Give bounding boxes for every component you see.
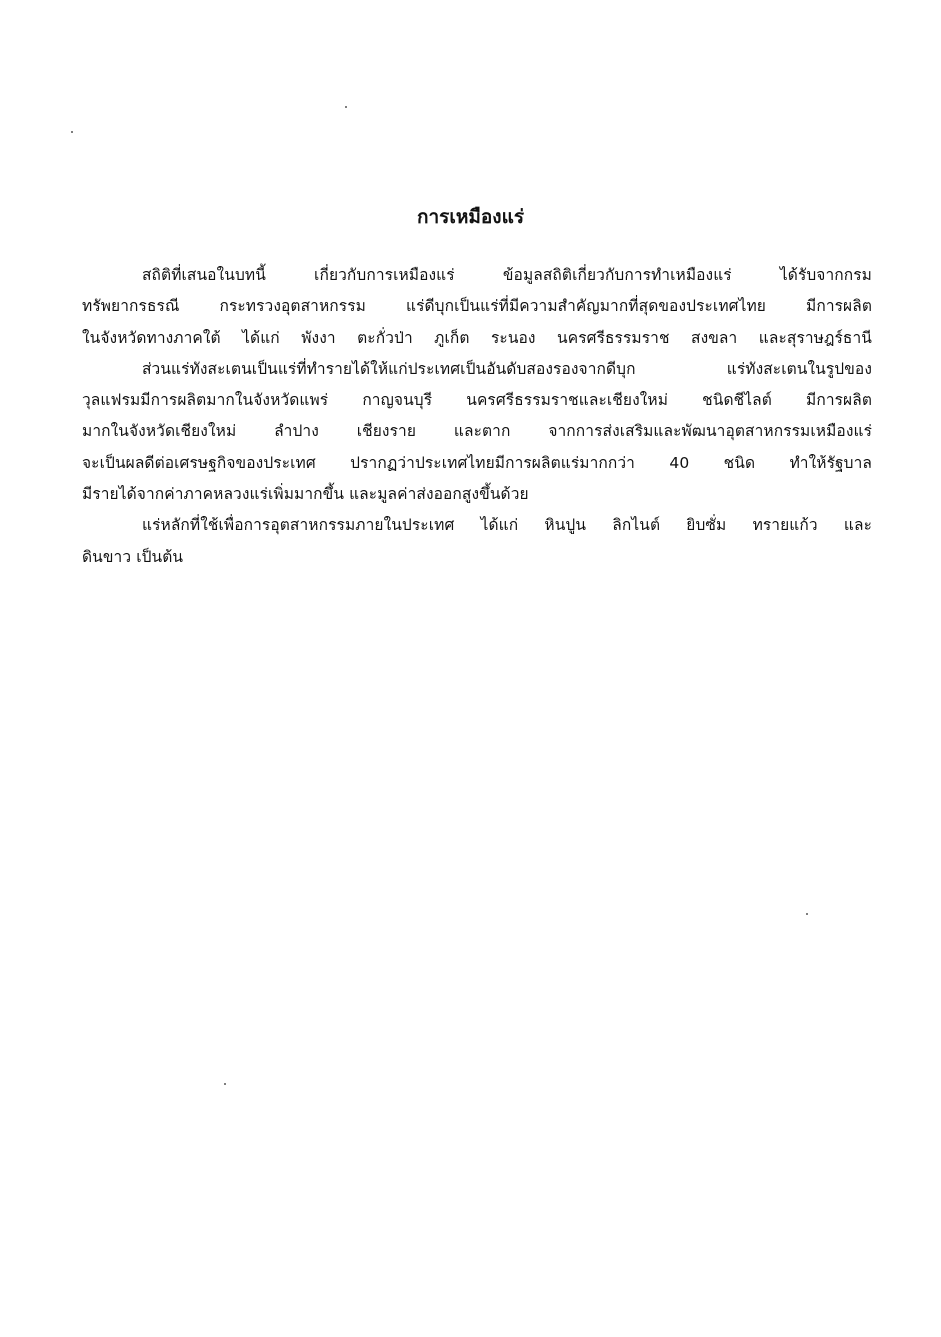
paragraph-line: วุลแฟรมมีการผลิตมากในจังหวัดแพร่ กาญจนบุรี นครศรีธรรมราชและเชียงใหม่ ชนิดชีไลต์ มีการผลิต: [82, 391, 872, 410]
paragraph-line: ในจังหวัดทางภาคใต้ ได้แก่ พังงา ตะกั่วป่า ภูเก็ต ระนอง นครศรีธรรมราช สงขลา และสุราษฎร์ธานี: [82, 328, 872, 347]
scan-speck: [224, 1083, 226, 1085]
document-title: การเหมืองแร่: [416, 206, 525, 228]
scan-speck: [345, 106, 347, 108]
paragraph-line: ทรัพยากรธรณี กระทรวงอุตสาหกรรม แร่ดีบุกเป็นแร่ที่มีความสำคัญมากที่สุดของประเทศไทย มีการผลิต: [82, 297, 872, 316]
paragraph-line: ส่วนแร่ทังสะเตนเป็นแร่ที่ทำรายได้ให้แก่ประเทศเป็นอันดับสองรองจากดีบุก แร่ทังสะเตนในรูปของ: [142, 359, 872, 378]
scan-speck: [806, 913, 808, 915]
paragraph-tungsten: [82, 354, 872, 510]
paragraph-line: สถิติที่เสนอในบทนี้ เกี่ยวกับการเหมืองแร่ ข้อมูลสถิติเกี่ยวกับการทำเหมืองแร่ ได้รับจากกรม: [142, 266, 872, 284]
scan-speck: [71, 131, 73, 133]
paragraph-industrial-minerals: [82, 510, 872, 573]
paragraph-line: แร่หลักที่ใช้เพื่อการอุตสาหกรรมภายในประเทศ ได้แก่ หินปูน ลิกไนต์ ยิบซั่ม ทรายแก้ว และ: [142, 516, 872, 535]
document-body: [82, 260, 872, 573]
paragraph-line: จะเป็นผลดีต่อเศรษฐกิจของประเทศ ปรากฏว่าประเทศไทยมีการผลิตแร่มากกว่า 40 ชนิด ทำให้รัฐบาล: [82, 453, 872, 472]
paragraph-line: ดินขาว เป็นต้น: [82, 547, 184, 566]
paragraph-line: มีรายได้จากค่าภาคหลวงแร่เพิ่มมากขึ้น และมูลค่าส่งออกสูงขึ้นด้วย: [82, 485, 529, 504]
paragraph-tin-mining: [82, 260, 872, 354]
paragraph-line: มากในจังหวัดเชียงใหม่ ลำปาง เชียงราย และตาก จากการส่งเสริมและพัฒนาอุตสาหกรรมเหมืองแร่: [82, 422, 872, 441]
